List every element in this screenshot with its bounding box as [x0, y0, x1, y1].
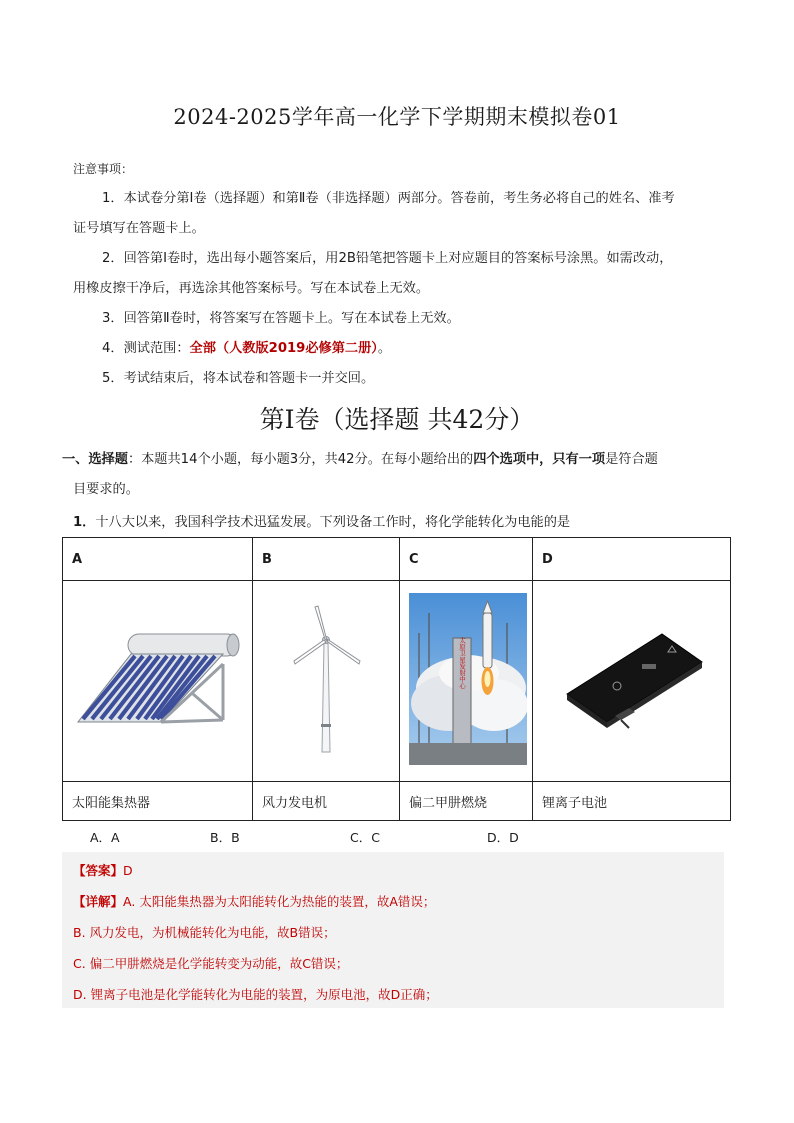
detail-line-c — [73, 954, 348, 972]
option-image-a — [63, 581, 253, 782]
detail-prefix-c: C. — [73, 956, 86, 971]
part-intro-line-1 — [62, 445, 742, 475]
option-image-b — [253, 581, 400, 782]
options-table — [62, 537, 731, 821]
notice-item-1-line-2: 证号填写在答题卡上。 — [73, 221, 205, 236]
option-header-d: D — [533, 538, 731, 581]
part-intro — [62, 445, 742, 505]
choice-d[interactable]: D．D — [487, 830, 519, 845]
option-header-b: B — [253, 538, 400, 581]
tower-text: 太原卫星发射中心 — [458, 637, 466, 689]
detail-line-d — [73, 985, 438, 1003]
question-text: 十八大以来，我国科学技术迅猛发展。下列设备工作时，将化学能转化为电能的是 — [95, 515, 571, 530]
detail-line-a — [73, 892, 435, 910]
rocket-launch-icon — [409, 593, 527, 765]
option-header-a: A — [63, 538, 253, 581]
detail-tag: 【详解】 — [73, 894, 124, 909]
notice-item-4-suffix: 。 — [377, 341, 392, 356]
solar-water-heater-icon — [73, 624, 243, 734]
notice-item-4-prefix: 4．测试范围： — [102, 341, 190, 356]
detail-prefix-d: D. — [73, 987, 87, 1002]
wind-turbine-icon — [291, 604, 361, 754]
detail-text-a: 太阳能集热器为太阳能转化为热能的装置，故A错误； — [139, 894, 436, 909]
test-range: 全部（人教版2019必修第二册） — [189, 341, 378, 356]
answer-line — [73, 861, 133, 879]
notice-item-2-line-2: 用橡皮擦干净后，再选涂其他答案标号。写在本试卷上无效。 — [73, 281, 430, 296]
option-label-c: 偏二甲肼燃烧 — [400, 782, 533, 821]
lithium-battery-icon — [557, 624, 707, 734]
part-intro-text: ：本题共14个小题，每小题3分，共42分。在每小题给出的 — [127, 452, 474, 467]
part-intro-line-2: 目要求的。 — [73, 482, 139, 497]
choice-c[interactable]: C．C — [350, 830, 380, 845]
section-title: 第Ⅰ卷（选择题 共42分） — [259, 405, 535, 434]
detail-text-c: 偏二甲肼燃烧是化学能转变为动能，故C错误； — [89, 956, 349, 971]
answer-value: D — [123, 863, 133, 878]
part-label: 一、选择题 — [62, 452, 128, 467]
notice-item-5: 5．考试结束后，将本试卷和答题卡一并交回。 — [102, 371, 375, 386]
option-image-c — [400, 581, 533, 782]
detail-text-b: 风力发电，为机械能转化为电能，故B错误； — [89, 925, 336, 940]
part-intro-emphasis: 四个选项中，只有一项 — [473, 452, 606, 467]
part-intro-text-end: 是符合题 — [605, 452, 658, 467]
choice-b[interactable]: B．B — [210, 830, 240, 845]
option-header-c: C — [400, 538, 533, 581]
detail-prefix-b: B. — [73, 925, 86, 940]
notice-item-4 — [73, 334, 723, 364]
option-image-d — [533, 581, 731, 782]
page-title: 2024-2025学年高一化学下学期期末模拟卷01 — [173, 105, 621, 129]
notice-item-2-line-1: 2．回答第Ⅰ卷时，选出每小题答案后，用2B铅笔把答题卡上对应题目的答案标号涂黑。如需改动， — [102, 251, 673, 266]
detail-prefix-a: A. — [123, 894, 136, 909]
notice-heading: 注意事项： — [73, 162, 134, 176]
detail-line-b — [73, 923, 336, 941]
option-label-d: 锂离子电池 — [533, 782, 731, 821]
option-label-b: 风力发电机 — [253, 782, 400, 821]
answer-tag: 【答案】 — [73, 863, 124, 878]
notice-list — [73, 184, 723, 394]
question-stem — [73, 511, 570, 530]
options-label-row — [63, 782, 731, 821]
options-header-row — [63, 538, 731, 581]
question-number: 1． — [73, 515, 96, 530]
option-label-a: 太阳能集热器 — [63, 782, 253, 821]
options-image-row — [63, 581, 731, 782]
choice-a[interactable]: A．A — [90, 830, 120, 845]
detail-text-d: 锂离子电池是化学能转化为电能的装置，为原电池，故D正确； — [90, 987, 438, 1002]
notice-item-1-line-1: 1．本试卷分第Ⅰ卷（选择题）和第Ⅱ卷（非选择题）两部分。答卷前，考生务必将自己的姓名、准考 — [102, 191, 675, 206]
notice-item-3: 3．回答第Ⅱ卷时，将答案写在答题卡上。写在本试卷上无效。 — [102, 311, 460, 326]
